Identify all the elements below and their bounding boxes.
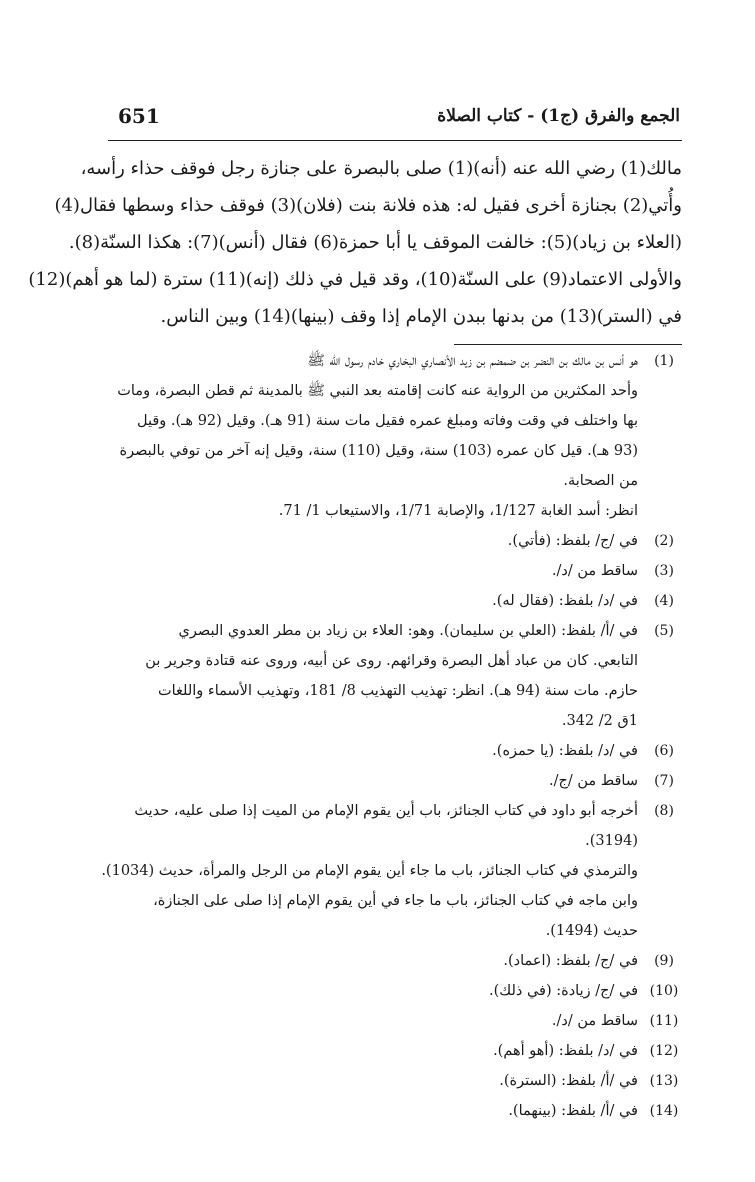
footnote bbox=[108, 346, 682, 526]
footnote-text: في /أ/ بلفظ: (بينهما). bbox=[508, 1103, 638, 1119]
footnote-text: في /ج/ بلفظ: (اعماد). bbox=[503, 953, 638, 969]
footnote-text: في /أ/ بلفظ: (العلي بن سليمان). وهو: العلاء بن زياد بن مطر العدوي البصري bbox=[178, 623, 638, 639]
footnote bbox=[108, 736, 682, 766]
page-header bbox=[108, 96, 682, 141]
footnote bbox=[108, 526, 682, 556]
footnote bbox=[108, 586, 682, 616]
footnote bbox=[101, 796, 682, 946]
footnote-text: أخرجه أبو داود في كتاب الجنائز، باب أين يقوم الإمام من الميت إذا صلى عليه، حديث bbox=[134, 803, 638, 819]
footnote-text: في /د/ بلفظ: (أهو أهم). bbox=[493, 1043, 638, 1059]
footnote-divider bbox=[454, 344, 682, 345]
footnote-text: في /ج/ زيادة: (في ذلك). bbox=[488, 983, 638, 999]
footnote-text: في /ج/ بلفظ: (فأتي). bbox=[507, 533, 638, 549]
footnote-number: (3) bbox=[654, 563, 674, 579]
footnote-number: (8) bbox=[654, 803, 674, 819]
footnote bbox=[108, 616, 682, 736]
running-title: الجمع والفرق (ج1) - كتاب الصلاة bbox=[437, 106, 680, 126]
footnote-text: بها واختلف في وقت وفاته ومبلغ عمره فقيل مات سنة (91 هـ). وقيل (92 هـ). وقيل bbox=[137, 413, 638, 429]
footnote-number: (13) bbox=[649, 1073, 679, 1089]
footnote-text: انظر: أسد الغابة 1/127، والإصابة 1/71، والاستيعاب 1/ 71. bbox=[278, 503, 638, 519]
footnote-text: ساقط من /د/. bbox=[551, 563, 638, 579]
footnote-number: (9) bbox=[654, 953, 674, 969]
main-text-line: مالك(1) رضي الله عنه (أنه)(1) صلى بالبصرة على جنازة رجل فوقف حذاء رأسه، bbox=[80, 158, 682, 179]
footnote bbox=[108, 976, 682, 1006]
footnote-number: (12) bbox=[649, 1043, 679, 1059]
footnote-number: (5) bbox=[654, 623, 674, 639]
footnote-text: ساقط من /ج/. bbox=[548, 773, 638, 789]
footnote-text: حازم. مات سنة (94 هـ). انظر: تهذيب التهذيب 8/ 181، وتهذيب الأسماء واللغات bbox=[157, 683, 638, 699]
footnote-number: (1) bbox=[654, 353, 674, 369]
footnote-text: وابن ماجه في كتاب الجنائز، باب ما جاء في أين يقوم الإمام إذا صلى على الجنازة، bbox=[153, 893, 638, 909]
footnote-text: في /أ/ بلفظ: (السترة). bbox=[499, 1073, 638, 1089]
main-text-line: وأُتي(2) بجنازة أخرى فقيل له: هذه فلانة بنت (فلان)(3) فوقف حذاء وسطها فقال(4) bbox=[54, 195, 682, 216]
footnote-number: (14) bbox=[649, 1103, 679, 1119]
footnote-number: (2) bbox=[654, 533, 674, 549]
footnote-text: في /د/ بلفظ: (فقال له). bbox=[492, 593, 638, 609]
page-number: 651 bbox=[118, 104, 160, 128]
footnote bbox=[108, 766, 682, 796]
footnote-text: التابعي. كان من عباد أهل البصرة وقرائهم. روى عن أبيه، وروى عنه قتادة وجرير بن bbox=[145, 653, 638, 669]
footnote-text: (93 هـ). قيل كان عمره (103) سنة، وقيل (110) سنة، وقيل إنه آخر من توفي بالبصرة bbox=[119, 443, 638, 459]
footnote-number: (7) bbox=[654, 773, 674, 789]
footnote bbox=[108, 1036, 682, 1066]
main-text-line: والأولى الاعتماد(9) على السنّة(10)، وقد قيل في ذلك (إنه)(11) سترة (لما هو أهم)(12) bbox=[28, 269, 682, 290]
footnotes bbox=[101, 346, 682, 1126]
footnote bbox=[108, 1066, 682, 1096]
footnote-text: والترمذي في كتاب الجنائز، باب ما جاء أين يقوم الإمام من الرجل والمرأة، حديث (1034). bbox=[101, 863, 638, 879]
main-text-line: (العلاء بن زياد)(5): خالفت الموقف يا أبا حمزة(6) فقال (أنس)(7): هكذا السنّة(8). bbox=[68, 232, 682, 253]
footnote-number: (6) bbox=[654, 743, 674, 759]
main-text-line: في (الستر)(13) من بدنها ببدن الإمام إذا وقف (بينها)(14) وبين الناس. bbox=[160, 306, 682, 327]
footnote bbox=[108, 556, 682, 586]
footnote bbox=[108, 1096, 682, 1126]
footnote-text: (3194). bbox=[585, 833, 638, 849]
footnote-number: (10) bbox=[649, 983, 679, 999]
footnote-text: ساقط من /د/. bbox=[551, 1013, 638, 1029]
footnote-text: حديث (1494). bbox=[545, 923, 638, 939]
footnote-text: من الصحابة. bbox=[563, 473, 638, 489]
footnote-text: وأحد المكثرين من الرواية عنه كانت إقامته بعد النبي ﷺ بالمدينة ثم قطن البصرة، ومات bbox=[117, 383, 638, 399]
footnote bbox=[108, 946, 682, 976]
footnote-text: في /د/ بلفظ: (يا حمزه). bbox=[492, 743, 638, 759]
main-text bbox=[28, 150, 682, 335]
footnote-number: (11) bbox=[649, 1013, 679, 1029]
footnote-text: هو أنس بن مالك بن النضر بن ضمضم بن زيد الأنصاري البخاري خادم رسول الله ﷺ bbox=[307, 353, 638, 369]
footnote-text: 1ق 2/ 342. bbox=[561, 713, 638, 729]
footnote bbox=[108, 1006, 682, 1036]
footnote-number: (4) bbox=[654, 593, 674, 609]
